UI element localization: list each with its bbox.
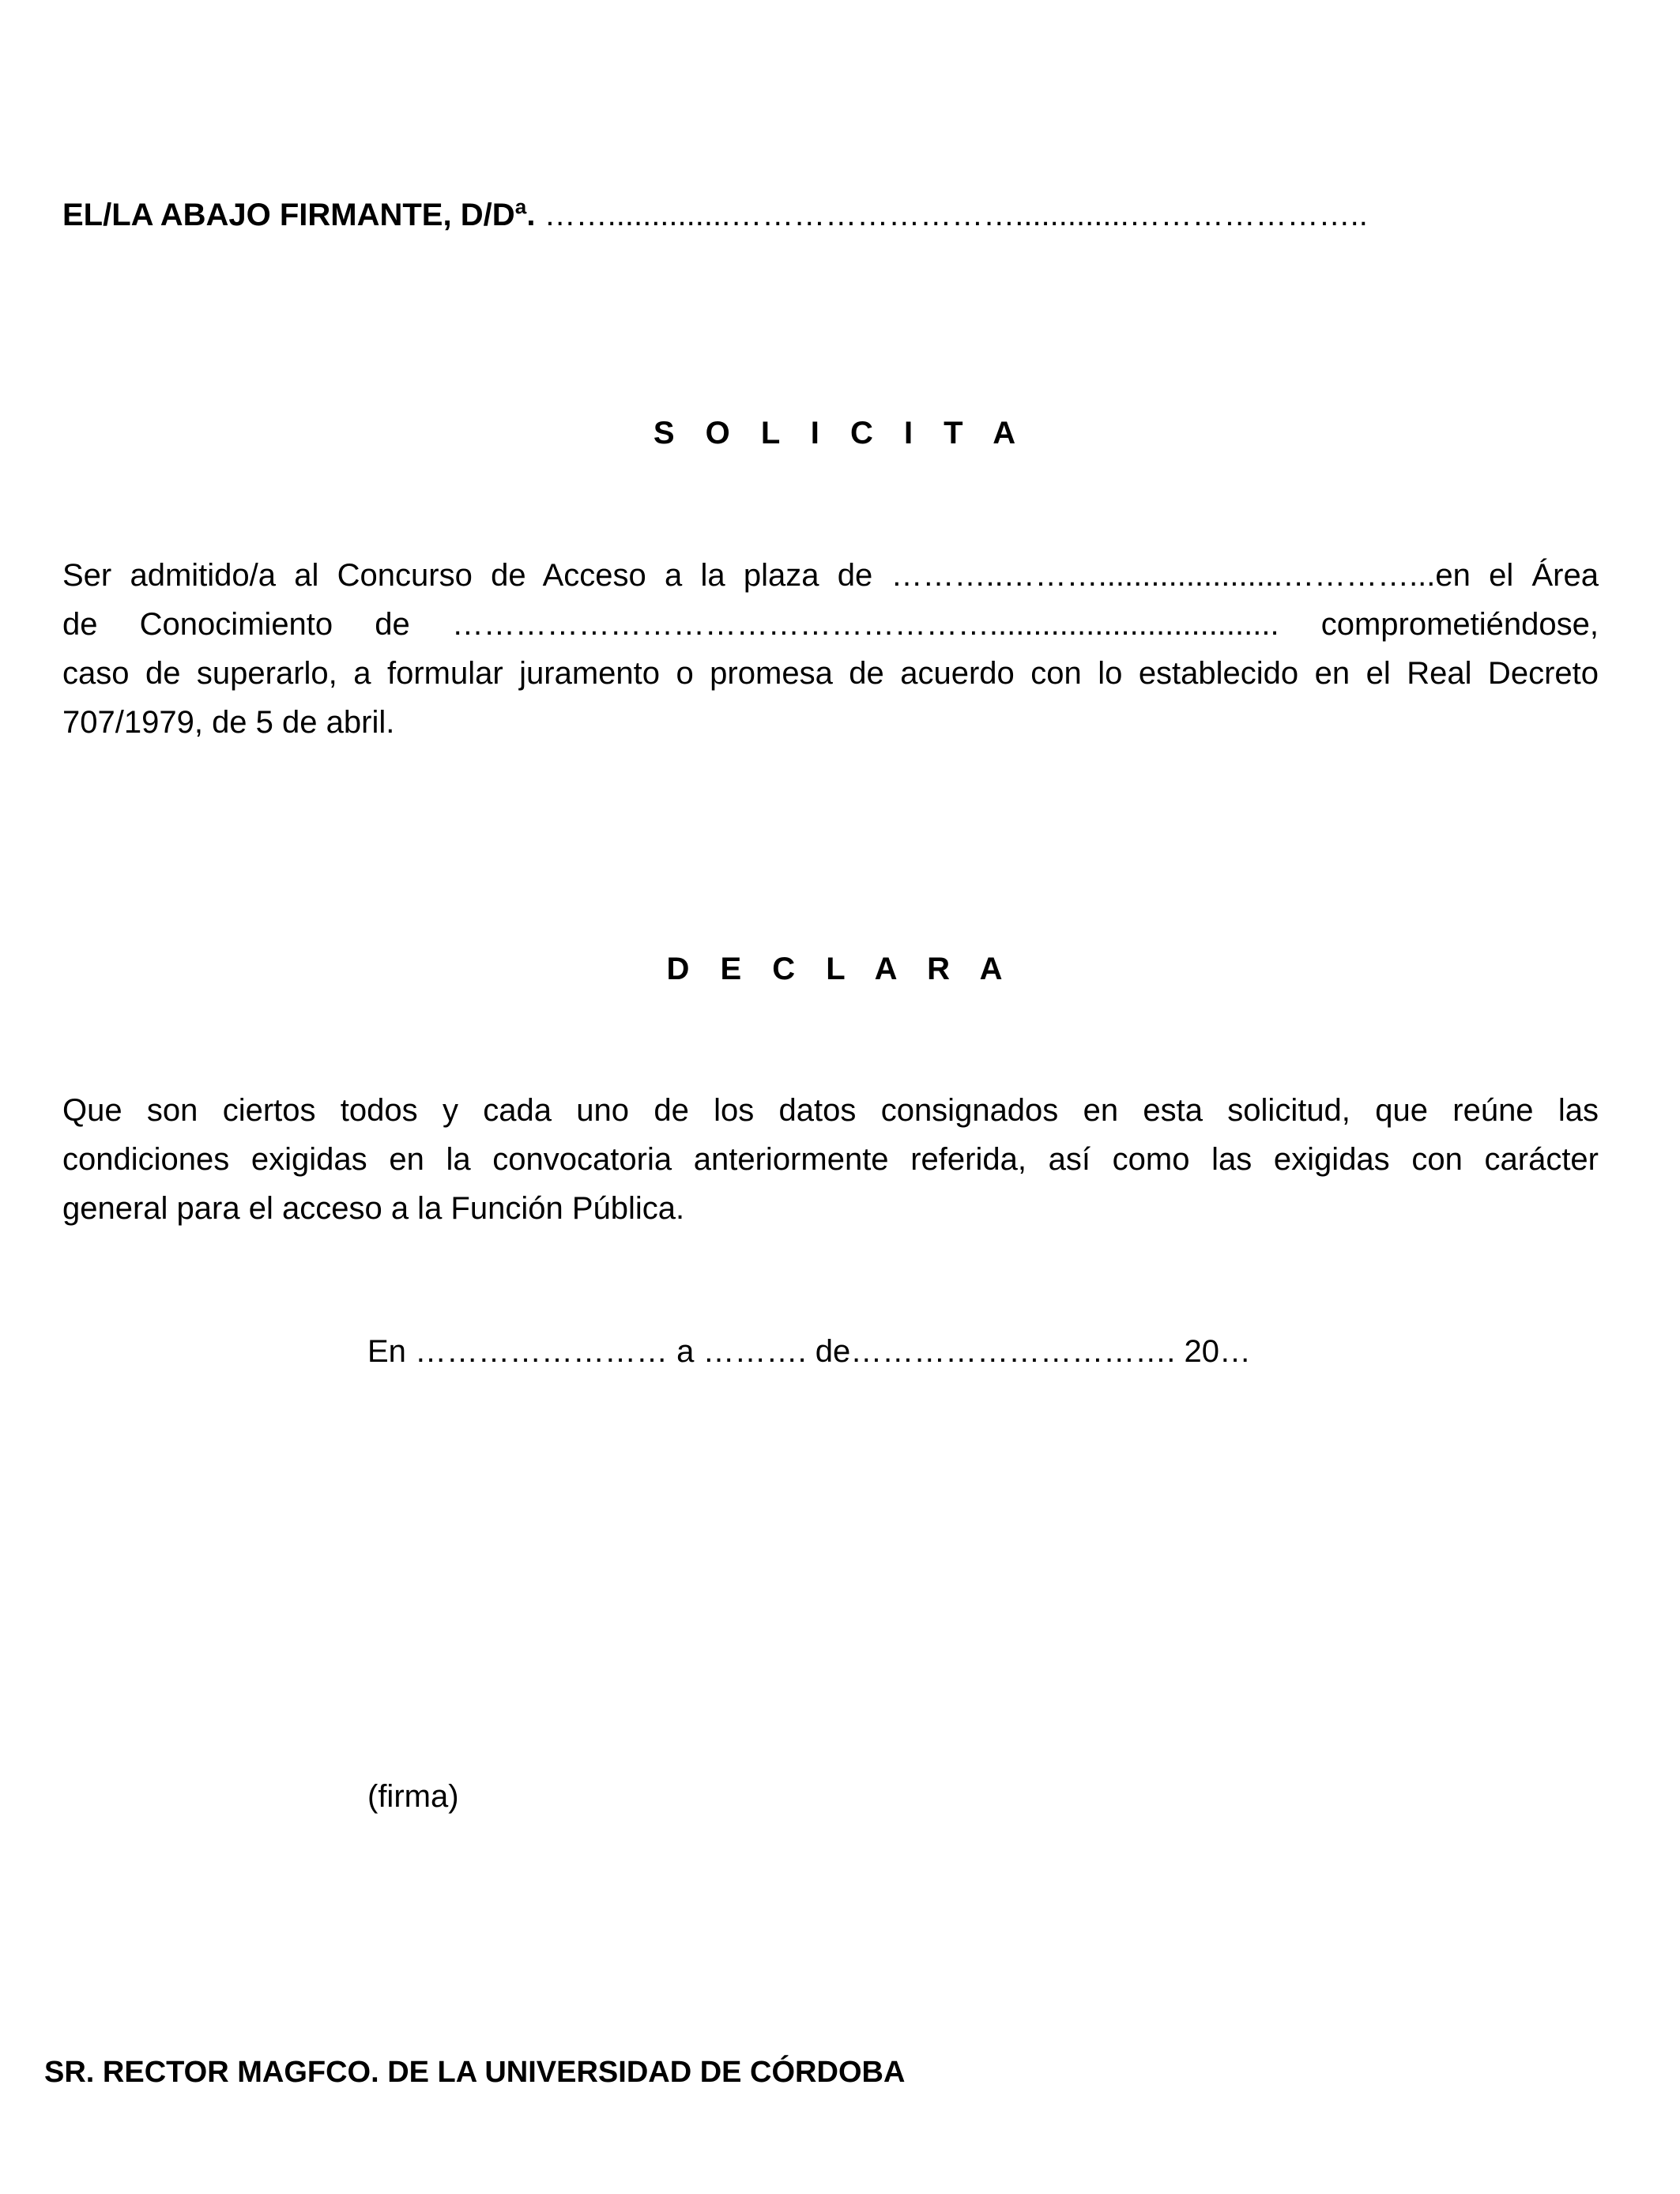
solicita-paragraph [62, 551, 1599, 747]
solicita-line: 707/1979, de 5 de abril. [62, 705, 395, 740]
declara-heading: D E C L A R A [666, 952, 1014, 986]
declara-paragraph [62, 1086, 1599, 1233]
solicita-line: de Conocimiento de ……………………………………………................................. comprometiéndose, [62, 607, 1599, 642]
solicita-line: caso de superarlo, a formular juramento o promesa de acuerdo con lo establecido en el Real Decreto [62, 656, 1599, 691]
solicita-line: Ser admitido/a al Concurso de Acceso a la plaza de ………..……….....................…………...en el Área [62, 558, 1599, 593]
addressee: SR. RECTOR MAGFCO. DE LA UNIVERSIDAD DE CÓRDOBA [44, 2056, 906, 2089]
declara-line: condiciones exigidas en la convocatoria anteriormente referida, así como las exigidas con carácter [62, 1142, 1599, 1177]
signature-label: (firma) [367, 1779, 459, 1814]
applicant-label: EL/LA ABAJO FIRMANTE, D/Dª. [62, 198, 536, 232]
place-date-line: En …………………… a ………. de…………………………. 20… [367, 1334, 1251, 1369]
solicita-heading: S O L I C I T A [653, 416, 1027, 450]
declara-line: Que son ciertos todos y cada uno de los datos consignados en esta solicitud, que reúne las [62, 1093, 1599, 1128]
applicant-line [62, 199, 1368, 231]
applicant-name-blank: ……..............……………………….............………………….. [544, 198, 1368, 232]
declara-line: general para el acceso a la Función Pública. [62, 1191, 685, 1226]
